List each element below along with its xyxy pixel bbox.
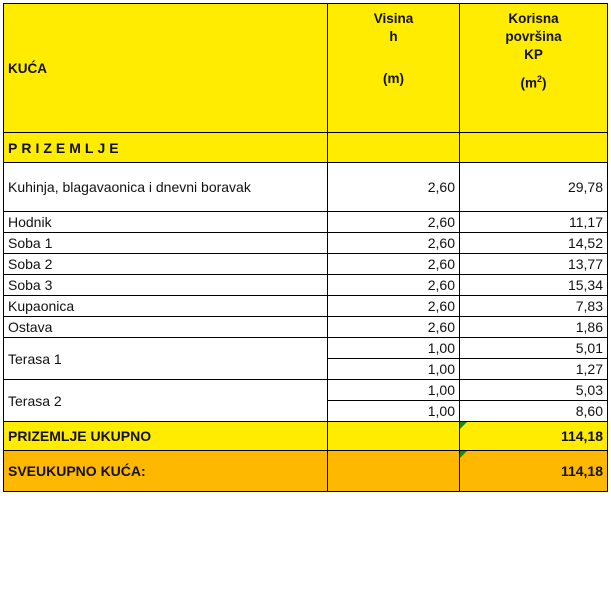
grand-total-empty	[328, 451, 460, 492]
section-empty-h	[328, 133, 460, 163]
col-header-area-title-2: površina	[505, 29, 562, 44]
room-area: 1,27	[460, 359, 608, 380]
col-header-height-title: Visina	[373, 11, 414, 26]
room-area: 7,83	[460, 296, 608, 317]
subtotal-label: PRIZEMLJE UKUPNO	[4, 422, 328, 451]
grand-total-value: 114,18	[460, 451, 608, 492]
area-unit-sup: 2	[536, 74, 542, 84]
grand-total-label: SVEUKUPNO KUĆA:	[4, 451, 328, 492]
room-area: 29,78	[460, 163, 608, 212]
subtotal-row	[4, 422, 608, 451]
table-row	[4, 317, 608, 338]
table-row	[4, 275, 608, 296]
room-area: 15,34	[460, 275, 608, 296]
col-header-area-symbol: KP	[524, 47, 543, 62]
room-name: Terasa 1	[4, 338, 328, 380]
room-name: Soba 3	[4, 275, 328, 296]
room-name: Kupaonica	[4, 296, 328, 317]
room-area: 1,86	[460, 317, 608, 338]
col-header-name: KUĆA	[4, 4, 328, 133]
room-name: Ostava	[4, 317, 328, 338]
col-header-height-unit: (m)	[383, 71, 404, 86]
area-table	[3, 3, 608, 492]
room-area: 5,01	[460, 338, 608, 359]
section-title: PRIZEMLJE	[4, 133, 328, 163]
room-height: 2,60	[328, 317, 460, 338]
table-row	[4, 380, 608, 401]
table-row	[4, 254, 608, 275]
room-height: 2,60	[328, 163, 460, 212]
header-row	[4, 4, 608, 133]
room-area: 8,60	[460, 401, 608, 422]
room-area: 11,17	[460, 212, 608, 233]
room-height: 2,60	[328, 254, 460, 275]
area-unit-base: (m	[520, 75, 537, 91]
col-header-height	[328, 4, 460, 133]
room-name: Soba 2	[4, 254, 328, 275]
room-height: 1,00	[328, 338, 460, 359]
room-area: 13,77	[460, 254, 608, 275]
section-row	[4, 133, 608, 163]
table-row	[4, 163, 608, 212]
table-row	[4, 338, 608, 359]
subtotal-empty	[328, 422, 460, 451]
room-height: 2,60	[328, 233, 460, 254]
room-height: 1,00	[328, 380, 460, 401]
col-header-height-symbol: h	[389, 29, 398, 44]
room-height: 2,60	[328, 275, 460, 296]
room-name: Kuhinja, blagavaonica i dnevni boravak	[4, 163, 328, 212]
section-empty-kp	[460, 133, 608, 163]
col-header-area-unit	[464, 70, 603, 93]
room-area: 14,52	[460, 233, 608, 254]
table-row	[4, 212, 608, 233]
room-name: Soba 1	[4, 233, 328, 254]
subtotal-value: 114,18	[460, 422, 608, 451]
room-height: 2,60	[328, 296, 460, 317]
table-row	[4, 233, 608, 254]
area-unit-close: )	[542, 75, 547, 91]
table-row	[4, 296, 608, 317]
room-height: 2,60	[328, 212, 460, 233]
room-height: 1,00	[328, 359, 460, 380]
room-name: Terasa 2	[4, 380, 328, 422]
room-name: Hodnik	[4, 212, 328, 233]
grand-total-row	[4, 451, 608, 492]
room-area: 5,03	[460, 380, 608, 401]
room-height: 1,00	[328, 401, 460, 422]
col-header-area	[460, 4, 608, 133]
col-header-area-title-1: Korisna	[508, 11, 559, 26]
